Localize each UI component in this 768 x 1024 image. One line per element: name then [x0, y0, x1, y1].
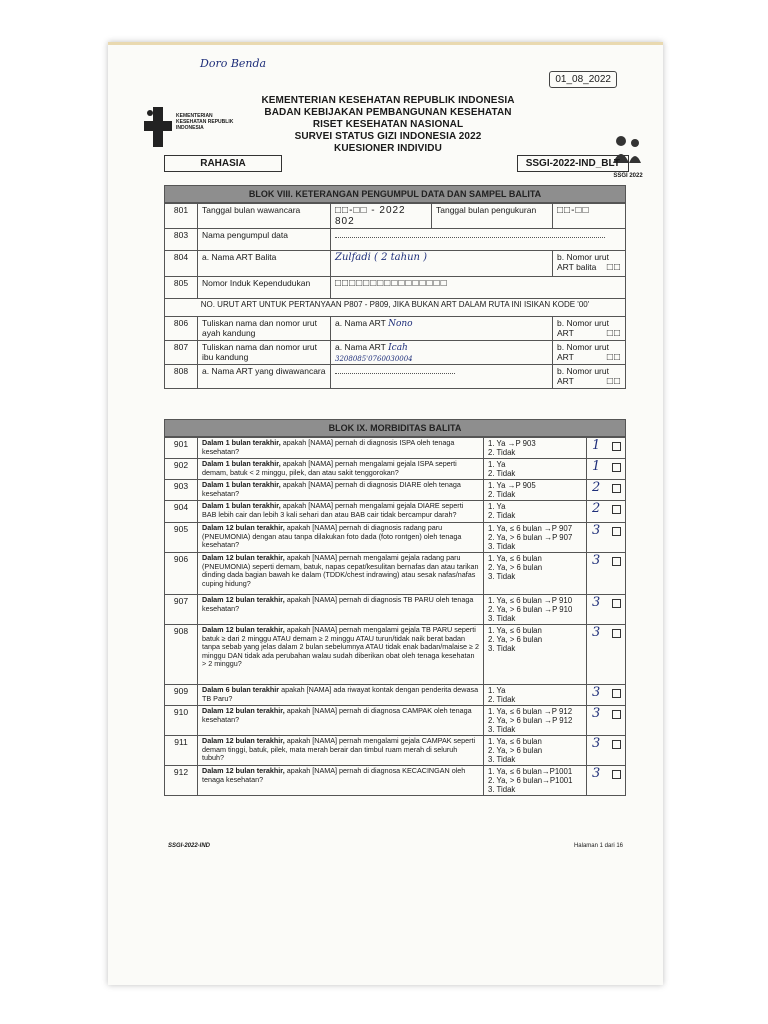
- row-number: 804: [165, 251, 198, 277]
- question-number: 901: [165, 438, 198, 459]
- answer-code-field[interactable]: [587, 501, 626, 523]
- confidential-tag: RAHASIA: [164, 155, 282, 172]
- handwritten-code: 3: [592, 595, 601, 610]
- question-text: [198, 553, 484, 595]
- answer-options: [484, 553, 587, 595]
- answer-options: [484, 595, 587, 625]
- question-text: [198, 501, 484, 523]
- answer-option: 1. Ya, ≤ 6 bulan: [488, 554, 542, 563]
- handwritten-code: 1: [592, 438, 601, 453]
- handwritten-code: 1: [592, 459, 601, 474]
- answer-option: 2. Ya, > 6 bulan→P1001: [488, 776, 573, 785]
- answer-option: 2. Ya, > 6 bulan: [488, 563, 543, 572]
- question-number: 907: [165, 595, 198, 625]
- row-number: 801: [165, 204, 198, 229]
- question-row: [165, 459, 626, 480]
- question-row: [165, 766, 626, 796]
- row-801: [165, 204, 626, 229]
- date-box: 01_08_2022: [549, 71, 617, 88]
- answer-options: [484, 736, 587, 766]
- handwritten-code: 3: [592, 553, 601, 568]
- answer-option: 2. Tidak: [488, 511, 516, 520]
- question-row: [165, 553, 626, 595]
- question-body: apakah [NAMA] pernah di diagnosa KECACINGAN oleh tenaga kesehatan?: [202, 766, 466, 784]
- handwritten-code: 3: [592, 766, 601, 781]
- question-row: [165, 480, 626, 501]
- handwritten-code: 3: [592, 736, 601, 751]
- code-box: [612, 710, 621, 719]
- handwritten-value: Nono: [388, 319, 413, 329]
- code-boxes: □□: [606, 376, 621, 387]
- question-lead: Dalam 1 bulan terakhir,: [202, 501, 281, 510]
- questionnaire-page: [108, 42, 663, 985]
- blok-8: [164, 185, 626, 389]
- row-label: b. Nomor urut ART: [557, 342, 609, 362]
- father-number-field[interactable]: [553, 317, 626, 341]
- answer-options: [484, 459, 587, 480]
- code-box: [612, 740, 621, 749]
- row-label: b. Nomor urut ART: [557, 318, 609, 338]
- answer-option: 2. Tidak: [488, 448, 516, 457]
- question-number: 905: [165, 523, 198, 553]
- row-number: 806: [165, 317, 198, 341]
- row-label: Tanggal bulan wawancara: [198, 204, 331, 229]
- row-label: b. Nomor urut ART balita: [557, 252, 609, 272]
- row-label: Tuliskan nama dan nomor urut ayah kandung: [198, 317, 331, 341]
- question-text: [198, 736, 484, 766]
- question-number: 903: [165, 480, 198, 501]
- answer-code-field[interactable]: [587, 685, 626, 706]
- answer-option: 2. Tidak: [488, 695, 516, 704]
- answer-options: [484, 501, 587, 523]
- dotted-line: [335, 237, 605, 238]
- question-body: apakah [NAMA] pernah mengalami gejala TB PARU seperti batuk ≥ dari 2 minggu ATAU demam ≥ 2 minggu ATAU turun/tidak naik berat badan tanpa sebab yang jelas dalam 2 bulan sebelumnya ATAU tidak enak badan/malaise ≥ 2 minggu DAN tidak ada perubahan walau sudah diberikan obat oleh tenaga kesehatan > 2 minggu?: [202, 625, 479, 669]
- question-lead: Dalam 12 bulan terakhir,: [202, 706, 285, 715]
- field-label: a. Nama ART: [335, 342, 386, 352]
- handwritten-value: Zulfadi ( 2 tahun ): [335, 252, 428, 263]
- question-number: 902: [165, 459, 198, 480]
- answer-code-field[interactable]: [587, 736, 626, 766]
- question-lead: Dalam 1 bulan terakhir,: [202, 459, 281, 468]
- answer-options: [484, 766, 587, 796]
- question-number: 908: [165, 625, 198, 685]
- question-row: [165, 595, 626, 625]
- code-box: [612, 505, 621, 514]
- question-row: [165, 625, 626, 685]
- footer-page-number: Halaman 1 dari 16: [573, 843, 623, 849]
- row-number: 808: [165, 365, 198, 389]
- child-number-field[interactable]: [553, 251, 626, 277]
- handwritten-value: Icah: [388, 343, 408, 353]
- question-body: apakah [NAMA] pernah mengalami gejala radang paru (PNEUMONIA) seperti demam, batuk, napas cepat/kesulitan bernafas dan atau tarikan dinding dada bagian bawah ke dalam (TDDK/chest indrawing) atau sesak nafas/nafas cuping hidung?: [202, 553, 479, 588]
- question-number: 904: [165, 501, 198, 523]
- question-body: apakah [NAMA] pernah di diagnosa CAMPAK oleh tenaga kesehatan?: [202, 706, 472, 724]
- answer-option: 2. Tidak: [488, 490, 516, 499]
- footer-form-code: SSGI-2022-IND: [168, 843, 211, 849]
- question-body: apakah [NAMA] pernah mengalami gejala ISPA seperti demam, batuk < 2 minggu, pilek, dan atau sakit tenggorokan?: [202, 459, 457, 477]
- row-note: [165, 299, 626, 317]
- answer-code-field[interactable]: [587, 766, 626, 796]
- answer-options: [484, 625, 587, 685]
- question-body: apakah [NAMA] pernah di diagnosis TB PARU oleh tenaga kesehatan?: [202, 595, 474, 613]
- answer-code-field[interactable]: [587, 459, 626, 480]
- handwritten-code: 2: [592, 480, 601, 495]
- row-number: 802: [335, 216, 355, 227]
- answer-options: [484, 706, 587, 736]
- title-line: SURVEI STATUS GIZI INDONESIA 2022: [294, 131, 482, 142]
- answer-code-field[interactable]: [587, 480, 626, 501]
- instruction-note: NO. URUT ART UNTUK PERTANYAAN P807 - P809, JIKA BUKAN ART DALAM RUTA INI ISIKAN KODE '00': [165, 299, 626, 317]
- answer-option: 1. Ya, ≤ 6 bulan →P 907: [488, 524, 573, 533]
- question-number: 906: [165, 553, 198, 595]
- row-808: [165, 365, 626, 389]
- question-text: [198, 625, 484, 685]
- row-number: 803: [165, 229, 198, 251]
- logo-left-text: KEMENTERIAN KESEHATAN REPUBLIK INDONESIA: [176, 113, 234, 131]
- answer-option: 1. Ya, ≤ 6 bulan →P 912: [488, 707, 573, 716]
- answer-option: 2. Tidak: [488, 469, 516, 478]
- row-label: a. Nama ART Balita: [198, 251, 331, 277]
- row-806: [165, 317, 626, 341]
- handwritten-author: Doro Benda: [200, 57, 267, 70]
- answer-option: 1. Ya, ≤ 6 bulan: [488, 626, 542, 635]
- title-line: RISET KESEHATAN NASIONAL: [312, 119, 464, 130]
- answer-option: 2. Ya, > 6 bulan →P 912: [488, 716, 573, 725]
- row-807: [165, 341, 626, 365]
- question-row: [165, 706, 626, 736]
- code-box: [612, 463, 621, 472]
- respondent-number-field[interactable]: [553, 365, 626, 389]
- code-box: [612, 770, 621, 779]
- row-label: Nomor Induk Kependudukan: [198, 277, 331, 299]
- respondent-name-field[interactable]: [331, 365, 553, 389]
- question-lead: Dalam 12 bulan terakhir,: [202, 766, 285, 775]
- question-text: [198, 438, 484, 459]
- question-body: apakah [NAMA] pernah di diagnosis radang paru (PNEUMONIA) dengan atau tanpa dilakukan foto dada (foto rontgen) oleh tenaga kesehatan?: [202, 523, 462, 550]
- measurement-date-field[interactable]: □□-□□: [553, 204, 626, 229]
- answer-option: 1. Ya: [488, 502, 506, 511]
- question-body: apakah [NAMA] pernah mengalami gejala DIARE seperti BAB lebih cair dan lebih 3 kali sehari dan atau BAB cair tidak bercampur darah?: [202, 501, 464, 519]
- question-text: [198, 595, 484, 625]
- interview-date-field[interactable]: [331, 204, 432, 229]
- answer-option: 2. Ya, > 6 bulan →P 907: [488, 533, 573, 542]
- title-line: KUESIONER INDIVIDU: [334, 143, 442, 154]
- answer-option: 1. Ya, ≤ 6 bulan: [488, 737, 542, 746]
- handwritten-code: 3: [592, 625, 601, 640]
- question-text: [198, 459, 484, 480]
- row-803: [165, 229, 626, 251]
- answer-code-field[interactable]: [587, 523, 626, 553]
- code-boxes: □□: [606, 262, 621, 273]
- answer-option: 3. Tidak: [488, 644, 516, 653]
- handwritten-code: 2: [592, 501, 601, 516]
- row-label: Tanggal bulan pengukuran: [432, 204, 553, 229]
- title-line: BADAN KEBIJAKAN PEMBANGUNAN KESEHATAN: [264, 107, 512, 118]
- answer-option: 1. Ya: [488, 686, 506, 695]
- question-lead: Dalam 12 bulan terakhir,: [202, 523, 285, 532]
- code-box: [612, 557, 621, 566]
- question-row: [165, 685, 626, 706]
- question-row: [165, 438, 626, 459]
- question-lead: Dalam 1 bulan terakhir,: [202, 438, 281, 447]
- answer-options: [484, 480, 587, 501]
- document-title: [238, 95, 538, 155]
- field-label: a. Nama ART: [335, 318, 386, 328]
- collector-name-field[interactable]: [331, 229, 626, 251]
- question-number: 911: [165, 736, 198, 766]
- answer-code-field[interactable]: [587, 438, 626, 459]
- nik-field[interactable]: □□□□□□□□□□□□□□□□: [331, 277, 626, 299]
- question-lead: Dalam 12 bulan terakhir,: [202, 595, 285, 604]
- answer-option: 1. Ya, ≤ 6 bulan→P1001: [488, 767, 573, 776]
- question-body: apakah [NAMA] pernah di diagnosis DIARE oleh tenaga kesehatan?: [202, 480, 461, 498]
- handwritten-code: 3: [592, 706, 601, 721]
- answer-code-field[interactable]: [587, 625, 626, 685]
- code-box: [612, 599, 621, 608]
- mother-number-field[interactable]: [553, 341, 626, 365]
- blok-9-title: BLOK IX. MORBIDITAS BALITA: [164, 419, 626, 437]
- handwritten-code: 3: [592, 685, 601, 700]
- row-804: [165, 251, 626, 277]
- field-value: □□-□□ - 2022: [335, 205, 406, 216]
- handwritten-code: 3: [592, 523, 601, 538]
- question-lead: Dalam 6 bulan terakhir: [202, 685, 280, 694]
- mother-name-field[interactable]: [331, 341, 553, 365]
- answer-options: [484, 685, 587, 706]
- answer-code-field[interactable]: [587, 553, 626, 595]
- answer-option: 2. Ya, > 6 bulan: [488, 746, 543, 755]
- dotted-line: [335, 373, 455, 374]
- answer-options: [484, 438, 587, 459]
- row-805: [165, 277, 626, 299]
- answer-code-field[interactable]: [587, 595, 626, 625]
- question-lead: Dalam 1 bulan terakhir,: [202, 480, 281, 489]
- answer-option: 3. Tidak: [488, 542, 516, 551]
- blok-9: [164, 419, 626, 796]
- answer-option: 3. Tidak: [488, 572, 516, 581]
- code-box: [612, 442, 621, 451]
- code-boxes: □□: [606, 328, 621, 339]
- answer-option: 3. Tidak: [488, 755, 516, 764]
- row-number: 807: [165, 341, 198, 365]
- row-label: Nama pengumpul data: [198, 229, 331, 251]
- answer-option: 3. Tidak: [488, 785, 516, 794]
- blok-8-table: [164, 203, 626, 389]
- blok-9-table: [164, 437, 626, 796]
- answer-option: 1. Ya, ≤ 6 bulan →P 910: [488, 596, 573, 605]
- question-lead: Dalam 12 bulan terakhir,: [202, 625, 285, 634]
- question-row: [165, 736, 626, 766]
- question-row: [165, 523, 626, 553]
- question-row: [165, 501, 626, 523]
- answer-option: 1. Ya →P 903: [488, 439, 536, 448]
- logo-right-text: SSGI 2022: [613, 173, 643, 179]
- child-name-field[interactable]: [331, 251, 553, 277]
- question-text: [198, 480, 484, 501]
- code-box: [612, 629, 621, 638]
- answer-code-field[interactable]: [587, 706, 626, 736]
- answer-option: 3. Tidak: [488, 614, 516, 623]
- question-text: [198, 766, 484, 796]
- code-box: [612, 689, 621, 698]
- question-number: 910: [165, 706, 198, 736]
- code-box: [612, 527, 621, 536]
- kemenkes-icon: [142, 105, 174, 149]
- row-label: b. Nomor urut ART: [557, 366, 609, 386]
- question-body: apakah [NAMA] ada riwayat kontak dengan penderita dewasa TB Paru?: [202, 685, 479, 703]
- question-text: [198, 685, 484, 706]
- answer-option: 1. Ya: [488, 460, 506, 469]
- blok-8-title: BLOK VIII. KETERANGAN PENGUMPUL DATA DAN SAMPEL BALITA: [164, 185, 626, 203]
- answer-option: 2. Ya, > 6 bulan →P 910: [488, 605, 573, 614]
- question-number: 912: [165, 766, 198, 796]
- title-line: KEMENTERIAN KESEHATAN REPUBLIK INDONESIA: [261, 95, 515, 106]
- question-text: [198, 523, 484, 553]
- code-boxes: □□: [606, 352, 621, 363]
- row-label: Tuliskan nama dan nomor urut ibu kandung: [198, 341, 331, 365]
- father-name-field[interactable]: [331, 317, 553, 341]
- answer-option: 2. Ya, > 6 bulan: [488, 635, 543, 644]
- code-box: [612, 484, 621, 493]
- question-body: apakah [NAMA] pernah di diagnosis ISPA oleh tenaga kesehatan?: [202, 438, 455, 456]
- answer-option: 3. Tidak: [488, 725, 516, 734]
- handwritten-value: 3208085'0760030004: [335, 355, 413, 363]
- question-lead: Dalam 12 bulan terakhir,: [202, 553, 285, 562]
- answer-option: 1. Ya →P 905: [488, 481, 536, 490]
- row-number: 805: [165, 277, 198, 299]
- question-body: apakah [NAMA] pernah mengalami gejala CAMPAK seperti demam tinggi, batuk, pilek, mata merah berair dan timbul ruam merah di seluruh tubuh?: [202, 736, 476, 763]
- form-code-tag: SSGI-2022-IND_BLT: [517, 155, 629, 172]
- question-text: [198, 706, 484, 736]
- question-number: 909: [165, 685, 198, 706]
- row-label: a. Nama ART yang diwawancara: [198, 365, 331, 389]
- answer-options: [484, 523, 587, 553]
- question-lead: Dalam 12 bulan terakhir,: [202, 736, 285, 745]
